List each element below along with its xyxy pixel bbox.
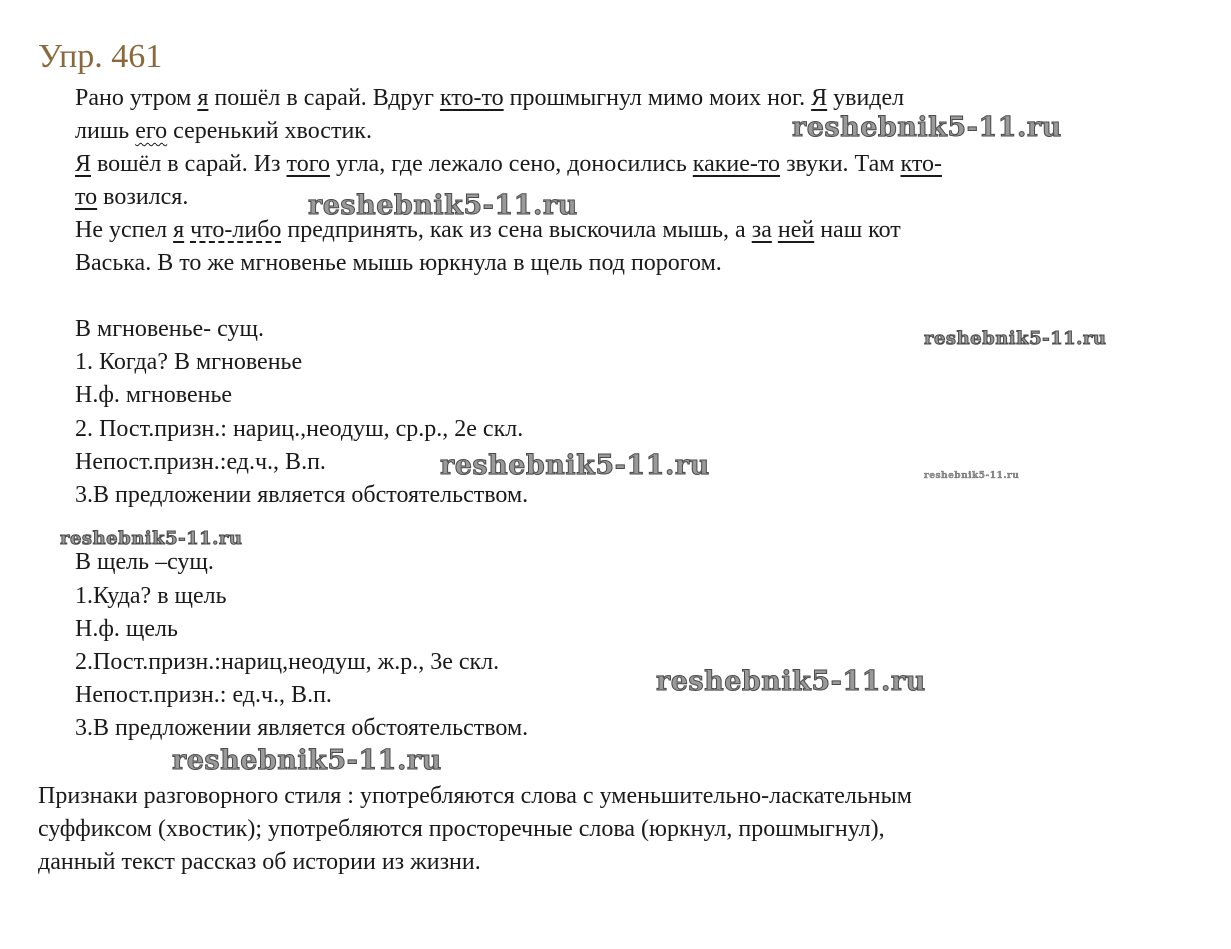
text-line-2: лишь его серенький хвостик. xyxy=(75,118,372,144)
pronoun-underlined: то xyxy=(75,184,98,210)
watermark: reshebnik5-11.ru xyxy=(172,745,442,776)
text-line-4: то возился. xyxy=(75,184,189,210)
pronoun-underlined: Я xyxy=(811,85,828,111)
watermark: reshebnik5-11.ru xyxy=(308,190,578,221)
pronoun-underlined: какие-то xyxy=(692,151,781,177)
analysis-line: В щель –сущ. xyxy=(75,549,214,575)
pronoun-underlined: я xyxy=(197,85,209,111)
pronoun-underlined: кто-то xyxy=(439,85,504,111)
analysis-line: В мгновенье- сущ. xyxy=(75,316,264,342)
pronoun-underlined: за xyxy=(751,217,772,243)
analysis-line: 3.В предложении является обстоятельством. xyxy=(75,715,529,741)
watermark: reshebnik5-11.ru xyxy=(924,471,1020,481)
pronoun-underlined: его xyxy=(135,118,168,144)
watermark: reshebnik5-11.ru xyxy=(60,528,243,549)
watermark: reshebnik5-11.ru xyxy=(924,328,1107,349)
conclusion-line: суффиксом (хвостик); употребляются просторечные слова (юркнул, прошмыгнул), xyxy=(38,816,885,842)
text-line-3: Я вошёл в сарай. Из того угла, где лежало сено, доносились какие-то звуки. Там кто- xyxy=(75,151,942,177)
watermark: reshebnik5-11.ru xyxy=(440,450,710,481)
analysis-line: 1.Куда? в щель xyxy=(75,583,227,609)
exercise-title: Упр. 461 xyxy=(38,38,163,75)
text-line-1: Рано утром я пошёл в сарай. Вдруг кто-то прошмыгнул мимо моих ног. Я увидел xyxy=(75,85,905,111)
analysis-line: Н.ф. щель xyxy=(75,616,178,642)
analysis-line: Непост.призн.: ед.ч., В.п. xyxy=(75,682,332,708)
analysis-line: 1. Когда? В мгновенье xyxy=(75,349,303,375)
watermark: reshebnik5-11.ru xyxy=(656,666,926,697)
conclusion-line: Признаки разговорного стиля : употребляются слова с уменьшительно-ласкательным xyxy=(38,783,912,809)
conclusion-line: данный текст рассказ об истории из жизни. xyxy=(38,849,481,875)
pronoun-underlined: я xyxy=(173,217,185,243)
pronoun-underlined: Я xyxy=(75,151,92,177)
analysis-line: 2. Пост.призн.: нариц.,неодуш, ср.р., 2е скл. xyxy=(75,416,524,442)
analysis-line: 3.В предложении является обстоятельством. xyxy=(75,482,529,508)
analysis-line: 2.Пост.призн.:нариц,неодуш, ж.р., 3е скл. xyxy=(75,649,500,675)
pronoun-underlined: того xyxy=(286,151,330,177)
pronoun-underlined: что-либо xyxy=(190,217,282,243)
text-line-5: Не успел я что-либо предпринять, как из сена выскочила мышь, а за ней наш кот xyxy=(75,217,901,243)
analysis-line: Н.ф. мгновенье xyxy=(75,382,233,408)
analysis-line: Непост.призн.:ед.ч., В.п. xyxy=(75,449,326,475)
text-line-6: Васька. В то же мгновенье мышь юркнула в щель под порогом. xyxy=(75,250,722,276)
pronoun-underlined: кто- xyxy=(900,151,942,177)
watermark: reshebnik5-11.ru xyxy=(792,112,1062,143)
pronoun-underlined: ней xyxy=(777,217,815,243)
